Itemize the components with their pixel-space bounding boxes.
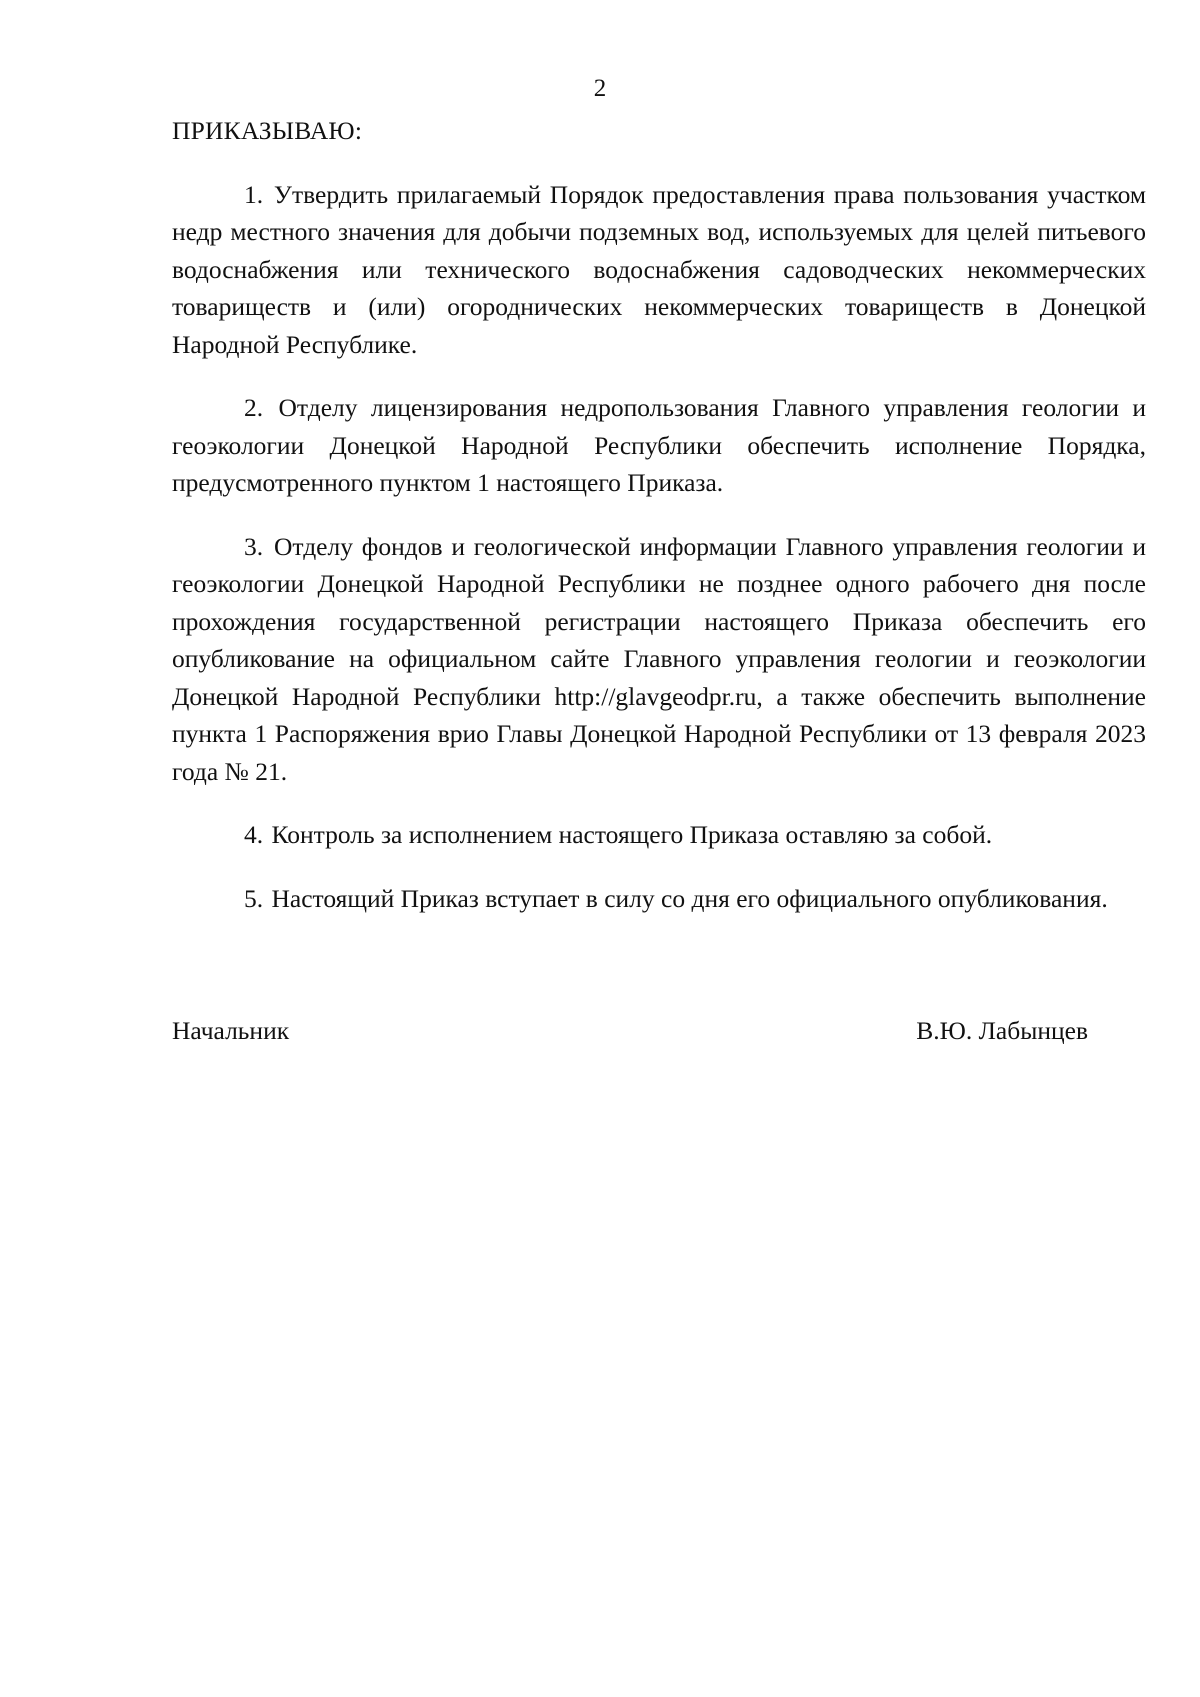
order-item-number: 2. [244, 393, 264, 422]
order-item-number: 3. [244, 531, 264, 561]
page-number: 2 [593, 75, 607, 102]
order-item-3 [172, 528, 1146, 791]
order-item-number: 4. [244, 820, 264, 849]
order-item-number: 1. [244, 179, 264, 209]
document-body [172, 112, 1146, 943]
order-item-1 [172, 176, 1146, 364]
signatory-position: Начальник [172, 1016, 290, 1045]
order-item-number: 5. [244, 883, 264, 913]
order-item-text: Отделу фондов и геологической информации Главного управления геологии и геоэкологии Донецкой Народной Республики не позднее одного рабочего дня после прохождения государственной регистрации настоящего Приказа обеспечить его опубликование на официальном сайте Главного управления геологии и геоэкологии Донецкой Народной Республики http://glavgeodpr.ru, а также обеспечить выполнение пункта 1 Распоряжения врио Главы Донецкой Народной Республики от 13 февраля 2023 года № 21. [172, 531, 1146, 786]
order-item-text: Контроль за исполнением настоящего Приказа оставляю за собой. [271, 820, 993, 849]
signatory-name: В.Ю. Лабынцев [916, 1016, 1088, 1045]
order-item-text: Отделу лицензирования недропользования Главного управления геологии и геоэкологии Донецкой Народной Республики обеспечить исполнение Порядка, предусмотренного пунктом 1 настоящего Приказа. [172, 393, 1147, 497]
order-item-5 [172, 880, 1146, 918]
order-heading: ПРИКАЗЫВАЮ: [172, 116, 363, 145]
order-item-2 [172, 389, 1146, 502]
order-item-4 [172, 816, 1146, 854]
signature-block [172, 1012, 1088, 1052]
order-item-text: Утвердить прилагаемый Порядок предоставления права пользования участком недр местного значения для добычи подземных вод, используемых для целей питьевого водоснабжения или технического водоснабжения садоводческих некоммерческих товариществ и (или) огороднических некоммерческих товариществ в Донецкой Народной Республике. [172, 179, 1147, 359]
order-item-text: Настоящий Приказ вступает в силу со дня его официального опубликования. [271, 883, 1108, 913]
